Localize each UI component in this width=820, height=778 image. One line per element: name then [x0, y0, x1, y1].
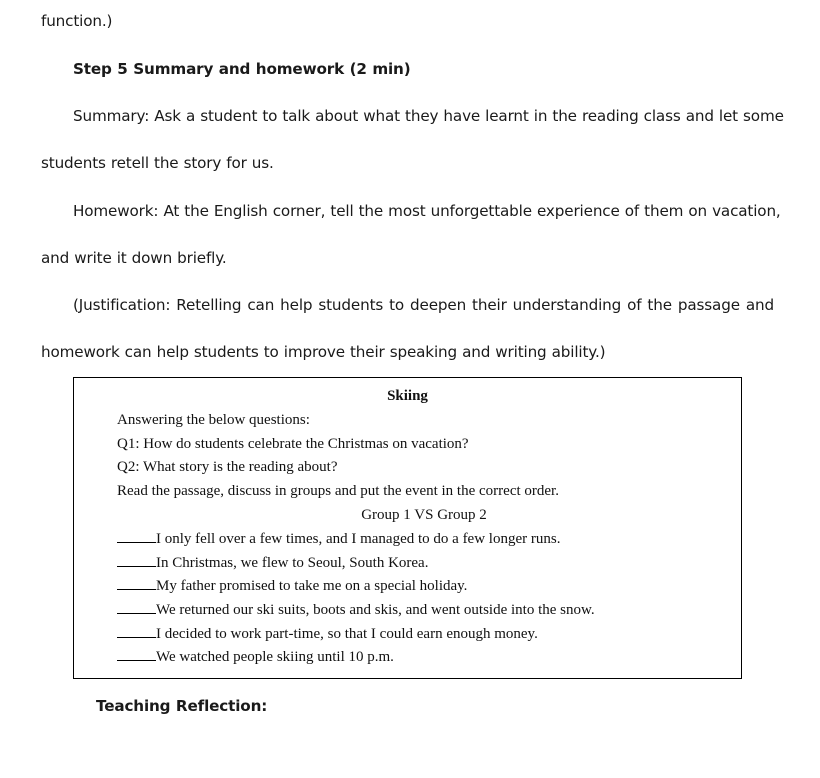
worksheet-question-1: Q1: How do students celebrate the Christmas on vacation? — [117, 436, 469, 452]
event-item — [117, 600, 595, 619]
worksheet-groups: Group 1 VS Group 2 — [361, 507, 487, 523]
event-item — [117, 553, 428, 572]
event-item — [117, 624, 538, 643]
homework-line-2: and write it down briefly. — [41, 249, 227, 267]
justification-line-1: (Justification: Retelling can help students to deepen their understanding of the passage and — [73, 296, 774, 314]
answer-blank[interactable] — [117, 647, 156, 661]
worksheet-question-2: Q2: What story is the reading about? — [117, 459, 338, 475]
reflection-heading: Teaching Reflection: — [96, 697, 268, 715]
worksheet-box — [73, 377, 742, 679]
event-item — [117, 529, 560, 548]
event-item — [117, 647, 394, 666]
answer-blank[interactable] — [117, 576, 156, 590]
worksheet-title: Skiing — [387, 388, 428, 404]
event-text: I decided to work part-time, so that I could earn enough money. — [156, 626, 538, 642]
event-text: In Christmas, we flew to Seoul, South Korea. — [156, 555, 429, 571]
homework-line-1: Homework: At the English corner, tell the most unforgettable experience of them on vacation, — [73, 202, 781, 220]
answer-blank[interactable] — [117, 624, 156, 638]
summary-line-1: Summary: Ask a student to talk about what they have learnt in the reading class and let some — [73, 107, 784, 125]
answer-blank[interactable] — [117, 600, 156, 614]
event-text: My father promised to take me on a special holiday. — [156, 578, 468, 594]
event-text: We returned our ski suits, boots and skis, and went outside into the snow. — [156, 602, 595, 618]
event-item — [117, 576, 467, 595]
worksheet-task: Read the passage, discuss in groups and put the event in the correct order. — [117, 483, 559, 499]
justification-line-2: homework can help students to improve their speaking and writing ability.) — [41, 343, 606, 361]
answer-blank[interactable] — [117, 553, 156, 567]
event-text: We watched people skiing until 10 p.m. — [156, 649, 394, 665]
event-text: I only fell over a few times, and I managed to do a few longer runs. — [156, 531, 561, 547]
worksheet-instruction: Answering the below questions: — [117, 412, 310, 428]
continuation-text: function.) — [41, 12, 113, 30]
answer-blank[interactable] — [117, 529, 156, 543]
step-heading: Step 5 Summary and homework (2 min) — [73, 60, 411, 78]
summary-line-2: students retell the story for us. — [41, 154, 274, 172]
